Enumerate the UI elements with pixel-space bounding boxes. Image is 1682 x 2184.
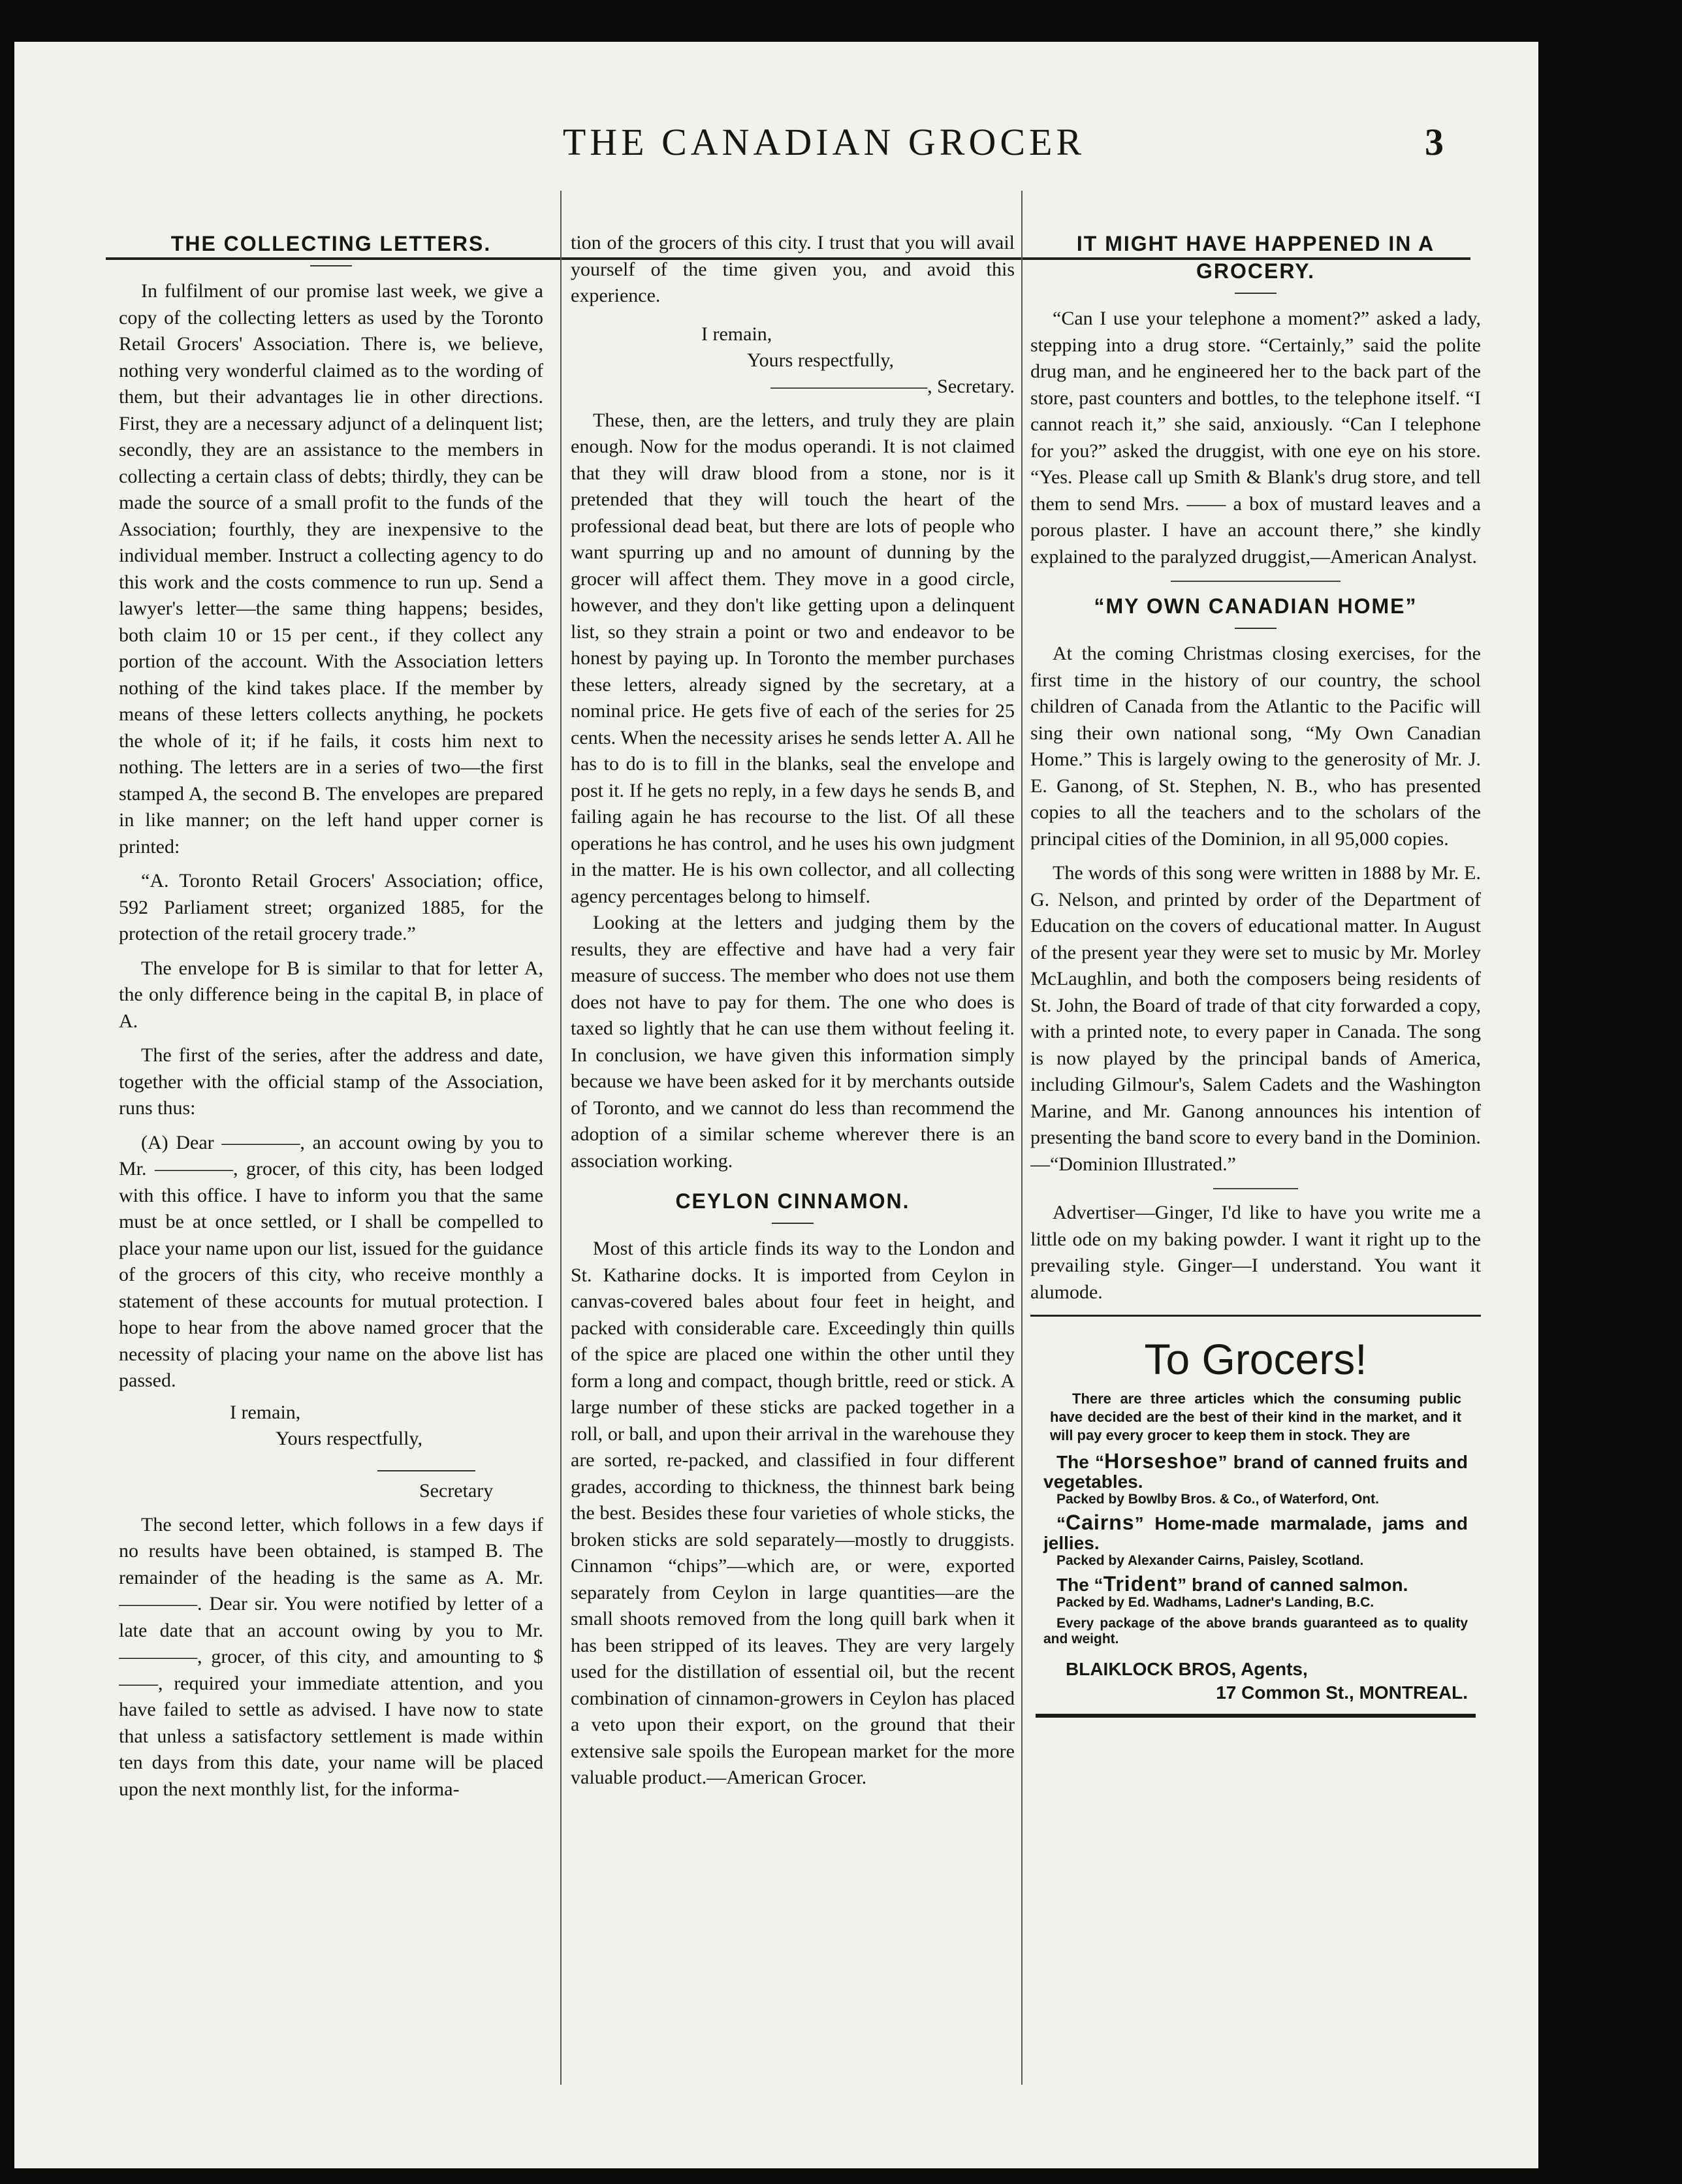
paragraph: Advertiser—Ginger, I'd like to have you write me a little ode on my baking powder. I want it right up to the prevailing style. Ginger—I understand. You want it alumode. bbox=[1030, 1202, 1481, 1303]
ad-text: The “ bbox=[1056, 1575, 1103, 1595]
ad-brand-trident bbox=[1043, 1574, 1468, 1595]
ad-intro: There are three articles which the consuming public have decided are the best of their kind in the market, and it will pay every grocer to keep them in stock. They are bbox=[1050, 1390, 1461, 1443]
paragraph: “A. Toronto Retail Grocers' Association; office, 592 Parliament street; organized 1885, for the protection of the retail grocery trade.” bbox=[119, 870, 543, 944]
article-heading: THE COLLECTING LETTERS. bbox=[170, 232, 492, 255]
heading-dash bbox=[772, 1223, 814, 1224]
signoff: I remain, bbox=[701, 323, 772, 345]
brand-name: Cairns bbox=[1066, 1511, 1135, 1534]
ad-brand-cairns bbox=[1043, 1513, 1468, 1553]
paragraph: The second letter, which follows in a few days if no results have been obtained, is stamped B. The remainder of the heading is the same as A. Mr. ————. Dear sir. You were notified by letter of a late date that an account owing by you to Mr. ————, grocer, of this city, and amounting to $——, required your immediate attention, and you have failed to settle as advised. I have now to state that unless a satisfactory settlement is made within ten days from this date, your name will be placed upon the next monthly list, for the informa- bbox=[119, 1513, 543, 1800]
brand-name: Horseshoe bbox=[1104, 1449, 1218, 1473]
article-heading: CEYLON CINNAMON. bbox=[675, 1189, 910, 1213]
section-rule bbox=[1171, 581, 1341, 582]
article-heading: “MY OWN CANADIAN HOME” bbox=[1094, 594, 1418, 618]
heading-dash bbox=[1235, 293, 1277, 294]
paragraph: At the coming Christmas closing exercises, for the first time in the history of our country, the school children of Canada from the Atlantic to the Pacific will sing their own national song, “My Own Canadian Home.” This is largely owing to the generosity of Mr. J. E. Ganong, of St. Stephen, N. B., who has presented copies to all the teachers and to the scholars of the principal cities of the Dominion, in all 95,000 copies. bbox=[1030, 643, 1481, 850]
ad-text: ” brand of canned salmon. bbox=[1177, 1575, 1408, 1595]
ad-text: “ bbox=[1056, 1513, 1066, 1534]
signoff: ————————, Secretary. bbox=[770, 375, 1015, 397]
column-divider bbox=[560, 191, 562, 2085]
page-number: 3 bbox=[1425, 121, 1444, 163]
ad-packer: Packed by Ed. Wadhams, Ladner's Landing, B.C. bbox=[1056, 1595, 1374, 1610]
column-3 bbox=[1030, 191, 1481, 2104]
column-divider bbox=[1021, 191, 1023, 2085]
ad-bottom-rule bbox=[1036, 1714, 1476, 1718]
signoff: Yours respectfully, bbox=[276, 1427, 422, 1449]
signoff: I remain, bbox=[230, 1401, 301, 1423]
heading-dash bbox=[1235, 628, 1277, 629]
signoff: Yours respectfully, bbox=[747, 349, 894, 371]
ad-address: 17 Common St., MONTREAL. bbox=[1216, 1682, 1468, 1703]
paragraph: Most of this article finds its way to the London and St. Katharine docks. It is imported from Ceylon in canvas-covered bales about four feet in height, and packed with considerable care. Exceedingly thin quills of the spice are placed one within the other until they form a long and compact, though brittle, reed or stick. A large number of these sticks are packed together in a roll, or ball, and upon their arrival in the warehouse they are sorted, re-packed, and classified in four different grades, according to thickness, the thinnest bark being the best. Besides these four varieties of whole sticks, the broken sticks are sold separately—mostly to druggists. Cinnamon “chips”—which are, or were, exported separately from Ceylon in large quantities—are the small shoots removed from the long quill bark when it has been stripped of its leaves. They are very largely used for the distillation of essential oil, but the recent combination of cinnamon-growers in Ceylon has placed a veto upon their export, on the ground that their extensive sale spoils the European market for the more valuable product.—American Grocer. bbox=[571, 1238, 1015, 1788]
column-2 bbox=[571, 191, 1015, 2104]
signature-line bbox=[377, 1470, 475, 1471]
column-1 bbox=[119, 191, 543, 2104]
newspaper-page bbox=[14, 42, 1538, 2168]
ad-text: ” Home-made marmalade, jams and jellies. bbox=[1043, 1513, 1468, 1553]
section-rule bbox=[1213, 1188, 1298, 1189]
ad-packer: Packed by Bowlby Bros. & Co., of Waterford, Ont. bbox=[1056, 1492, 1379, 1507]
signoff: Secretary bbox=[419, 1479, 494, 1502]
ad-agent: BLAIKLOCK BROS, Agents, bbox=[1066, 1659, 1308, 1679]
ad-brand-horseshoe bbox=[1043, 1451, 1468, 1492]
ad-packer: Packed by Alexander Cairns, Paisley, Scotland. bbox=[1056, 1553, 1364, 1568]
paragraph: (A) Dear ————, an account owing by you to Mr. ————, grocer, of this city, has been lodged with this office. I have to inform you that the same must be at once settled, or I shall be compelled to place your name upon our list, issued for the guidance of the grocers of this city, who receive monthly a statement of these accounts for mutual protection. I hope to hear from the above named grocer that the necessity of placing your name on the above list has passed. bbox=[119, 1131, 543, 1391]
article-heading: IT MIGHT HAVE HAPPENED IN A GROCERY. bbox=[1076, 232, 1435, 283]
brand-name: Trident bbox=[1103, 1572, 1178, 1596]
running-title: THE CANADIAN GROCER bbox=[562, 121, 1086, 163]
paragraph: tion of the grocers of this city. I trust that you will avail yourself of the time given you, and avoid this experience. bbox=[571, 232, 1015, 306]
ad-text: The “ bbox=[1056, 1452, 1105, 1472]
heading-dash bbox=[310, 265, 352, 266]
paragraph: The words of this song were written in 1888 by Mr. E. G. Nelson, and printed by order of the Department of Education on the covers of educational matter. In August of the present year they were set to music by Mr. Morley McLaughlin, and both the composers being residents of St. John, the Board of trade of that city forwarded a copy, with a printed note, to every paper in Canada. The song is now played by the principal bands of America, including Gilmour's, Salem Cadets and the Washington Marine, and Mr. Ganong announces his intention of presenting the band score to every band in the Dominion.—“Dominion Illustrated.” bbox=[1030, 862, 1481, 1175]
paragraph: “Can I use your telephone a moment?” asked a lady, stepping into a drug store. “Certainly,” said the polite drug man, and he engineered her to the back part of the store, past counters and bottles, to the telephone itself. “I cannot reach it,” she said, anxiously. “Can I telephone for you?” asked the druggist, with one eye on his store. “Yes. Please call up Smith & Blank's drug store, and tell them to send Mrs. —— a box of mustard leaves and a porous plaster. I have an account there,” she kindly explained to the paralyzed druggist,—American Analyst. bbox=[1030, 308, 1481, 568]
page-header bbox=[14, 120, 1538, 192]
paragraph: In fulfilment of our promise last week, we give a copy of the collecting letters as used by the Toronto Retail Grocers' Association. There is, we believe, nothing very wonderful claimed as to the wording of them, but their advantages lie in other directions. First, they are a necessary adjunct of a delinquent list; secondly, they are an assistance to the members in collecting a certain class of debts; thirdly, they can be made the source of a small profit to the funds of the Association; fourthly, they are inexpensive to the individual member. Instruct a collecting agency to do this work and the costs commence to run up. Send a lawyer's letter—the same thing happens; besides, both claim 10 or 15 per cent., if they collect any portion of the account. With the Association letters nothing of the kind takes place. If the member by means of these letters collects anything, he pockets the whole of it; if he fails, it costs him next to nothing. The letters are in a series of two—the first stamped A, the second B. The envelopes are prepared in like manner; on the left hand upper corner is printed: bbox=[119, 280, 543, 858]
paragraph: These, then, are the letters, and truly they are plain enough. Now for the modus operandi. It is not claimed that they will draw blood from a stone, nor is it pretended that they will touch the heart of the professional dead beat, but there are lots of people who want spurring up and no amount of dunning by the grocer will affect them. They move in a good circle, however, and they don't like getting upon a delinquent list, so they strain a point or two and endeavor to be honest by paying up. In Toronto the member purchases these letters, already signed by the secretary, at a nominal price. He gets five of each of the series for 25 cents. When the necessity arises he sends letter A. All he has to do is to fill in the blanks, seal the envelope and post it. If he gets no reply, in a few days he sends B, and failing again he has recourse to the list. Of all these operations he has control, and he uses his own judgment in the matter. He is his own collector, and all collecting agency percentages belong to himself. bbox=[571, 409, 1015, 907]
paragraph: The first of the series, after the address and date, together with the official stamp of the Association, runs thus: bbox=[119, 1044, 543, 1119]
ad-text: ” brand of canned fruits and vegetables. bbox=[1043, 1452, 1468, 1492]
paragraph: The envelope for B is similar to that for letter A, the only difference being in the capital B, in place of A. bbox=[119, 957, 543, 1032]
paragraph: Looking at the letters and judging them by the results, they are effective and have had a very fair measure of success. The member who does not use them does not have to pay for them. The one who does is taxed so lightly that he can use them without feeling it. In conclusion, we have given this information simply because we have been asked for it by merchants outside of Toronto, and we cannot do less than recommend the adoption of a similar scheme wherever there is an association working. bbox=[571, 912, 1015, 1172]
advertisement bbox=[1030, 1315, 1481, 1718]
ad-title: To Grocers! bbox=[1144, 1335, 1367, 1383]
ad-guarantee: Every package of the above brands guaranteed as to quality and weight. bbox=[1043, 1616, 1468, 1646]
